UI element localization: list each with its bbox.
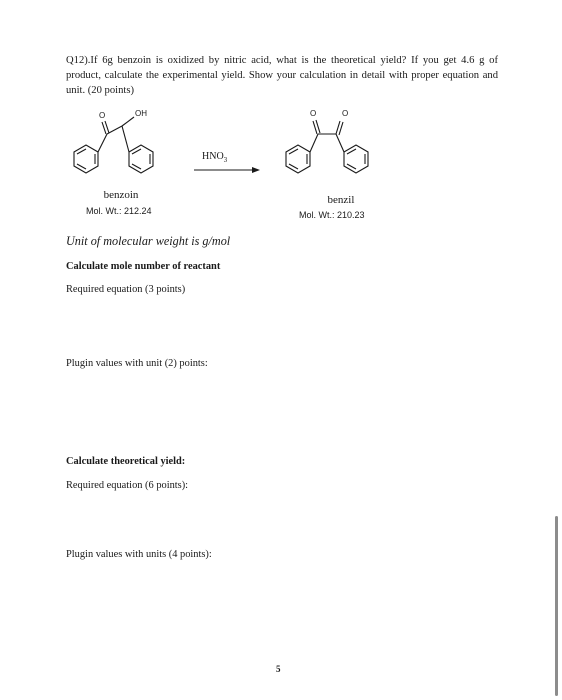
page-number: 5 <box>276 664 281 674</box>
benzil-oxygen-left-label: O <box>310 109 317 118</box>
reactant-name: benzoin <box>103 189 139 201</box>
product-name: benzil <box>327 194 355 206</box>
reagent-label: $HNO_3$ <box>202 151 228 164</box>
mole-plugin-label: Plugin values with unit (2) points: <box>66 358 208 369</box>
product-mol-wt: Mol. Wt.: 210.23 <box>299 210 365 220</box>
benzil-oxygen-right-label: O <box>342 109 349 118</box>
yield-heading: Calculate theoretical yield: <box>66 456 186 467</box>
yield-equation-label: Required equation (6 points): <box>66 480 189 491</box>
reaction-scheme <box>66 108 396 223</box>
reaction-arrow <box>194 165 264 175</box>
benzoin-structure <box>66 108 176 188</box>
yield-plugin-label: Plugin values with units (4 points): <box>66 549 212 560</box>
hydroxyl-label: OH <box>135 109 147 118</box>
mole-heading: Calculate mole number of reactant <box>66 261 221 272</box>
benzil-structure <box>278 108 388 188</box>
mole-equation-label: Required equation (3 points) <box>66 284 186 295</box>
reactant-mol-wt: Mol. Wt.: 212.24 <box>86 206 152 216</box>
unit-note: Unit of molecular weight is g/mol <box>66 234 231 248</box>
question-text: Q12).If 6g benzoin is oxidized by nitric acid, what is the theoretical yield? If you get 4.6 g of product, calculate the experimental yield. Show your calculation in detail with proper equation and unit. (20 points) <box>66 55 498 96</box>
carbonyl-oxygen-label: O <box>99 111 106 120</box>
vertical-scrollbar[interactable] <box>555 516 558 696</box>
